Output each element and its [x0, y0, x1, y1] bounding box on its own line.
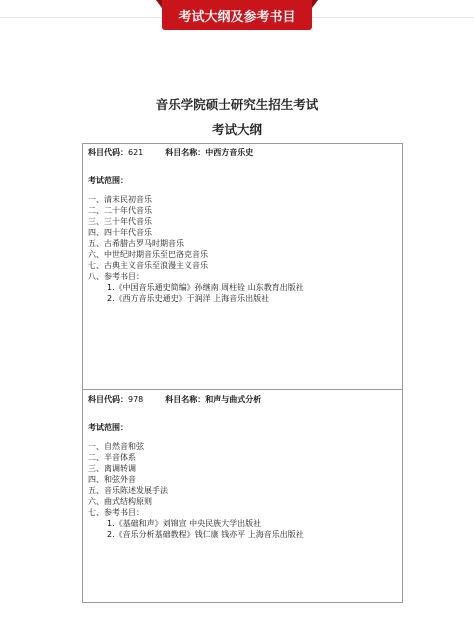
topic-list: [88, 194, 304, 304]
subject-name: 中西方音乐史: [205, 148, 254, 157]
banner-label: 考试大纲及参考书目: [178, 9, 296, 25]
list-item: 一、清末民初音乐: [88, 195, 152, 204]
list-item: 五、音乐陈述发展手法: [88, 486, 168, 495]
list-item: 二、半音体系: [88, 453, 136, 462]
list-item: 四、和弦外音: [88, 475, 136, 484]
table-divider: [82, 389, 403, 390]
list-item: 八、参考书目：: [88, 272, 144, 281]
banner-fold-left: [156, 0, 162, 8]
header-banner: [162, 0, 312, 30]
scope-label: 考试范围：: [88, 423, 128, 432]
topic-list: [88, 441, 304, 540]
list-item: 五、古希腊古罗马时期音乐: [88, 239, 184, 248]
subject-code: 621: [128, 148, 144, 157]
name-label: 科目名称：: [165, 395, 206, 404]
list-item: 七、古典主义音乐至浪漫主义音乐: [88, 261, 208, 270]
reference-book: 1.《中国音乐通史简编》孙继南 周柱铨 山东教育出版社: [107, 283, 304, 292]
list-item: 三、离调转调: [88, 464, 136, 473]
section-621: [88, 147, 304, 304]
code-label: 科目代码：: [88, 148, 128, 157]
subject-code: 978: [128, 395, 144, 404]
page-subtitle: 考试大纲: [211, 122, 262, 137]
list-item: 一、自然音和弦: [88, 442, 144, 451]
subject-header: [88, 147, 304, 158]
code-label: 科目代码：: [88, 395, 128, 404]
list-item: 四、四十年代音乐: [88, 228, 152, 237]
page-title: 音乐学院硕士研究生招生考试: [155, 97, 319, 112]
list-item: 二、二十年代音乐: [88, 206, 152, 215]
list-item: 三、三十年代音乐: [88, 217, 152, 226]
reference-book: 2.《音乐分析基础教程》钱仁康 钱亦平 上海音乐出版社: [107, 530, 304, 539]
reference-book: 1.《基础和声》刘锦宣 中央民族大学出版社: [107, 519, 262, 528]
list-item: 六、曲式结构原则: [88, 497, 152, 506]
subject-name: 和声与曲式分析: [205, 395, 262, 404]
banner-fold-right: [312, 0, 318, 8]
subject-header: [88, 394, 304, 405]
reference-book: 2.《西方音乐史通史》于润洋 上海音乐出版社: [107, 294, 270, 303]
name-label: 科目名称：: [165, 148, 206, 157]
section-978: [88, 394, 304, 540]
scope-label: 考试范围：: [88, 176, 128, 185]
list-item: 六、中世纪时期音乐至巴洛克音乐: [88, 250, 208, 259]
list-item: 七、参考书目：: [88, 508, 144, 517]
